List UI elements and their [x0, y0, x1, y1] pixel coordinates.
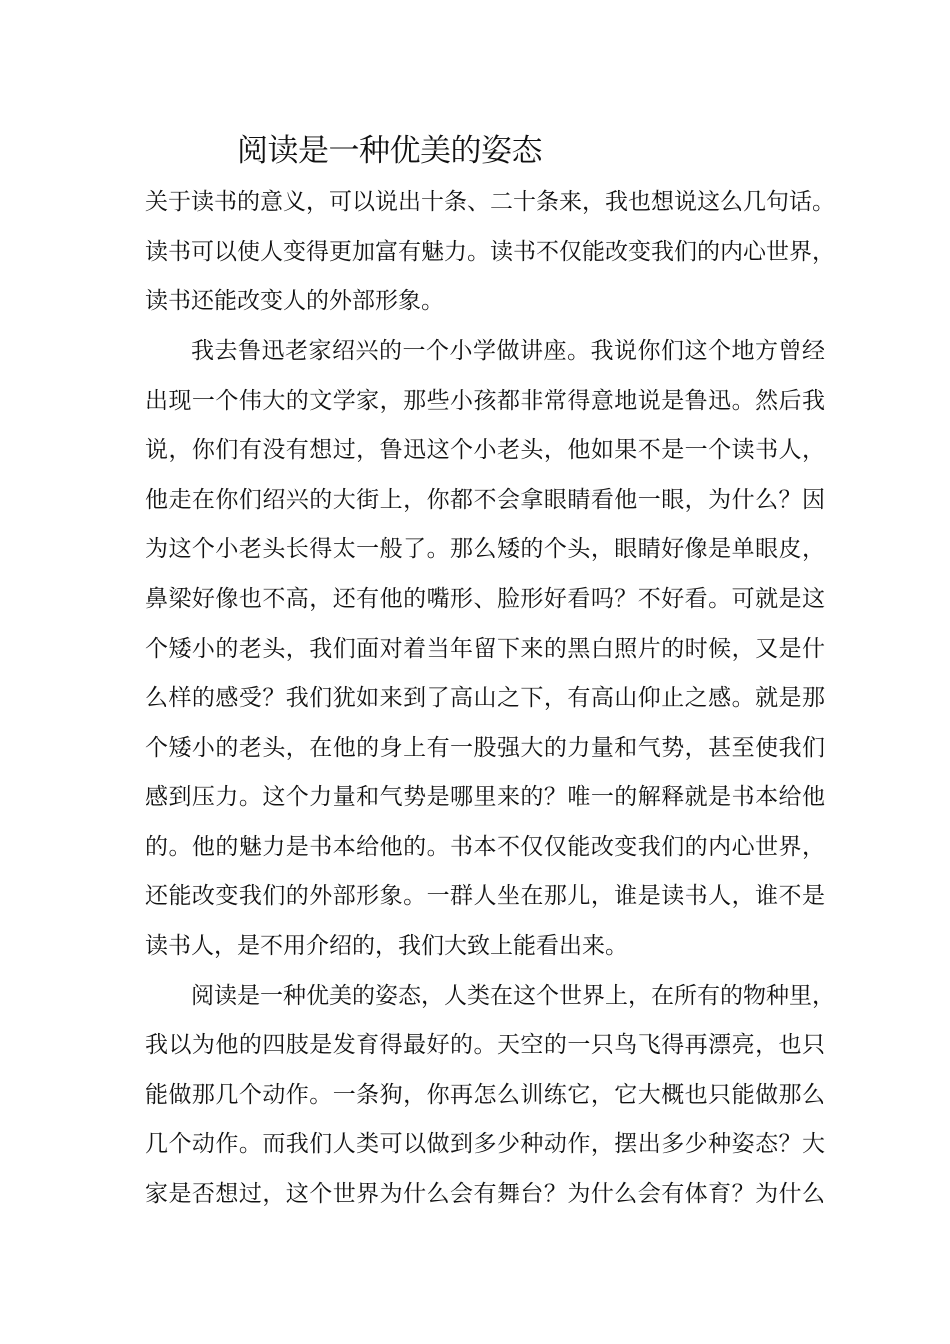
text-line: 么样的感受？我们犹如来到了高山之下，有高山仰止之感。就是那 [145, 685, 825, 711]
text-line: 读书可以使人变得更加富有魅力。读书不仅能改变我们的内心世界， [145, 239, 835, 265]
document-title: 阅读是一种优美的姿态 [237, 133, 542, 169]
text-line: 家是否想过，这个世界为什么会有舞台？为什么会有体育？为什么 [145, 1181, 825, 1207]
text-line: 读书人，是不用介绍的，我们大致上能看出来。 [145, 933, 628, 959]
text-line: 我去鲁迅老家绍兴的一个小学做讲座。我说你们这个地方曾经 [191, 338, 825, 364]
text-line: 他走在你们绍兴的大街上，你都不会拿眼睛看他一眼，为什么？因 [145, 487, 825, 513]
text-line: 阅读是一种优美的姿态，人类在这个世界上，在所有的物种里， [191, 983, 835, 1009]
text-line: 的。他的魅力是书本给他的。书本不仅仅能改变我们的内心世界， [145, 834, 825, 860]
text-line: 几个动作。而我们人类可以做到多少种动作，摆出多少种姿态？大 [145, 1131, 825, 1157]
text-line: 读书还能改变人的外部形象。 [145, 288, 444, 314]
text-line: 说，你们有没有想过，鲁迅这个小老头，他如果不是一个读书人， [145, 437, 825, 463]
text-line: 鼻梁好像也不高，还有他的嘴形、脸形好看吗？不好看。可就是这 [145, 586, 825, 612]
text-line: 能做那几个动作。一条狗，你再怎么训练它，它大概也只能做那么 [145, 1082, 825, 1108]
text-line: 关于读书的意义，可以说出十条、二十条来，我也想说这么几句话。 [145, 189, 835, 215]
text-line: 个矮小的老头，我们面对着当年留下来的黑白照片的时候，又是什 [145, 636, 825, 662]
text-line: 还能改变我们的外部形象。一群人坐在那儿，谁是读书人，谁不是 [145, 883, 825, 909]
text-line: 出现一个伟大的文学家，那些小孩都非常得意地说是鲁迅。然后我 [145, 388, 825, 414]
text-line: 我以为他的四肢是发育得最好的。天空的一只鸟飞得再漂亮，也只 [145, 1032, 825, 1058]
text-line: 个矮小的老头，在他的身上有一股强大的力量和气势，甚至使我们 [145, 735, 825, 761]
text-line: 为这个小老头长得太一般了。那么矮的个头，眼睛好像是单眼皮， [145, 536, 825, 562]
text-line: 感到压力。这个力量和气势是哪里来的？唯一的解释就是书本给他 [145, 784, 825, 810]
